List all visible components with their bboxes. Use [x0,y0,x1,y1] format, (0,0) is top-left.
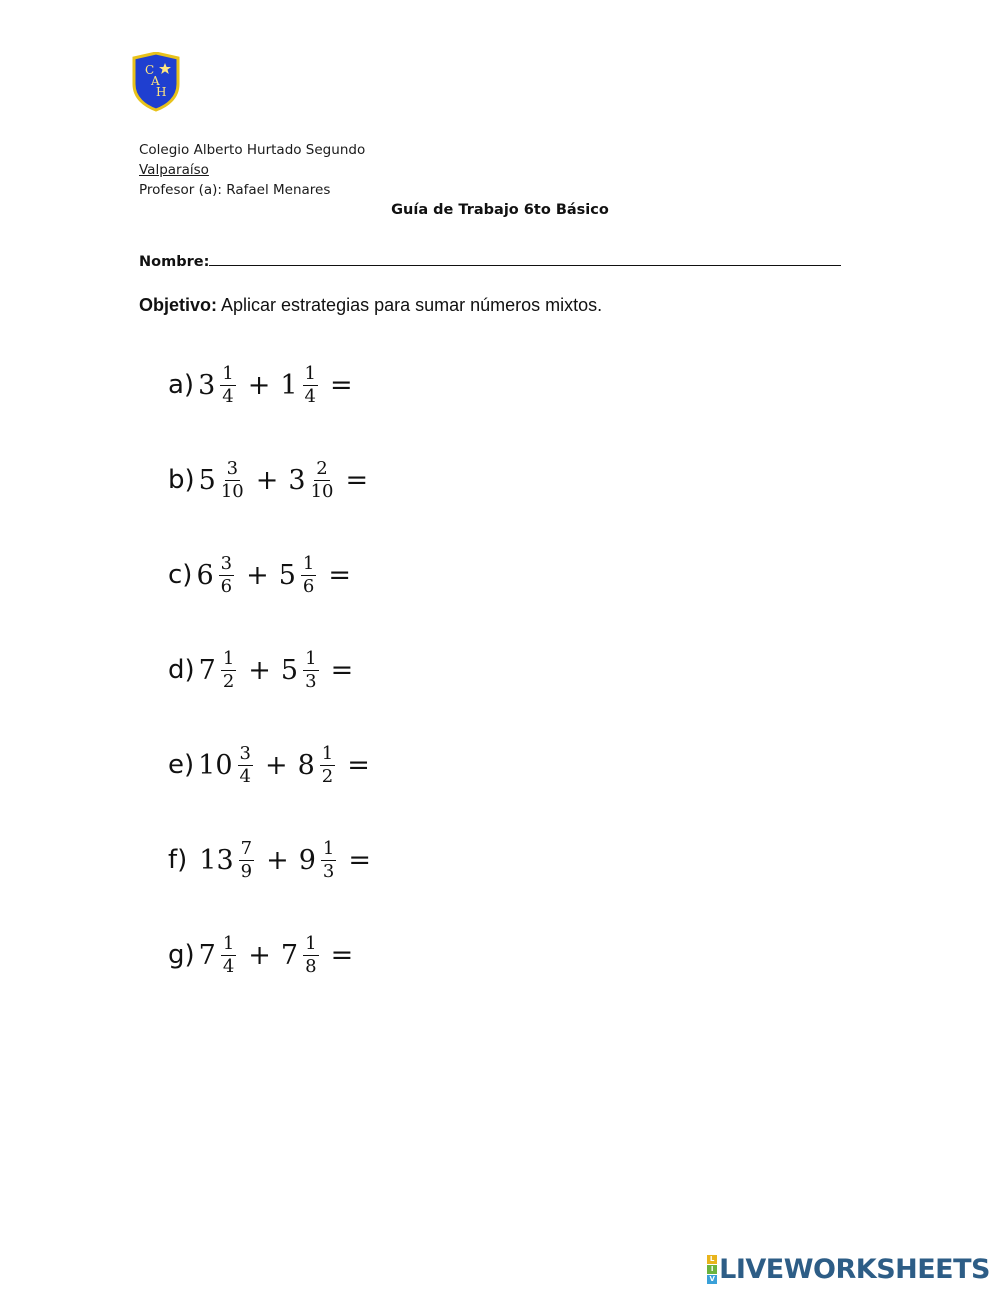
name-answer-line[interactable] [209,250,841,266]
equals-sign: = [329,369,353,401]
denominator: 2 [321,765,334,787]
fraction [320,744,335,787]
fraction [221,934,236,977]
brand-block-l: L [707,1255,717,1264]
numerator: 1 [305,647,317,669]
whole-number: 1 [280,369,298,401]
objective-label: Objetivo: [139,295,218,315]
whole-number: 13 [199,844,234,876]
denominator: 2 [222,670,235,692]
denominator: 8 [305,955,317,977]
whole-number: 9 [298,844,316,876]
fraction [238,744,253,787]
exercise-d [168,640,353,700]
fraction [303,649,318,692]
whole-number: 3 [198,369,216,401]
fraction [221,459,244,502]
plus-sign: + [246,559,269,591]
exercise-b [168,450,368,510]
equals-sign: = [330,939,354,971]
whole-number: 7 [280,939,299,971]
numerator: 1 [222,932,235,954]
numerator: 1 [302,552,315,574]
equals-sign: = [347,749,370,781]
equals-sign: = [328,559,351,591]
equals-sign: = [345,464,369,496]
numerator: 1 [304,362,316,384]
whole-number: 5 [198,464,216,496]
crest-letter-h: H [156,85,167,99]
denominator: 3 [322,860,335,882]
student-name-row [139,250,841,270]
brand-block-v: V [707,1275,717,1284]
brand-wordmark: LIVEWORKSHEETS [719,1254,990,1285]
name-label: Nombre: [139,254,210,270]
exercise-g [168,925,353,985]
numerator: 3 [226,457,239,479]
denominator: 4 [222,955,235,977]
exercise-label: e) [168,750,195,780]
school-name: Colegio Alberto Hurtado Segundo [139,142,366,158]
denominator: 4 [239,765,251,787]
exercise-label: a) [168,370,195,400]
numerator: 1 [322,837,335,859]
numerator: 1 [305,932,317,954]
whole-number: 8 [297,749,315,781]
fraction [239,839,254,882]
numerator: 1 [321,742,334,764]
crest-letter-a: A [151,74,160,88]
whole-number: 3 [288,464,306,496]
school-crest-logo [131,52,181,112]
objective-text: Aplicar estrategias para sumar números mixtos. [217,295,603,315]
exercise-label: f) [168,845,188,875]
plus-sign: + [248,654,271,686]
exercise-a [168,355,353,415]
whole-number: 6 [196,559,214,591]
brand-block-i: I [707,1265,717,1274]
denominator: 10 [220,480,244,502]
whole-number: 5 [278,559,296,591]
fraction [303,934,318,977]
brand-blocks-icon [707,1255,717,1284]
denominator: 4 [222,385,234,407]
worksheet-title: Guía de Trabajo 6to Básico [391,202,609,218]
plus-sign: + [248,939,271,971]
fraction [321,839,336,882]
fraction [303,364,318,407]
fraction [221,649,236,692]
numerator: 1 [222,647,235,669]
denominator: 6 [220,575,233,597]
school-city: Valparaíso [139,162,209,178]
plus-sign: + [266,844,289,876]
numerator: 2 [316,457,328,479]
whole-number: 7 [198,939,216,971]
plus-sign: + [264,749,288,781]
denominator: 6 [302,575,315,597]
numerator: 1 [222,362,234,384]
fraction [220,364,235,407]
exercise-label: d) [168,655,195,685]
fraction [219,554,234,597]
fraction [301,554,316,597]
teacher-name: Profesor (a): Rafael Menares [139,182,331,198]
numerator: 7 [240,837,253,859]
exercise-label: c) [168,560,193,590]
crest-letter-c: C [145,63,155,77]
denominator: 10 [310,480,334,502]
numerator: 3 [239,742,251,764]
whole-number: 7 [198,654,216,686]
exercise-f [168,830,371,890]
equals-sign: = [330,654,354,686]
numerator: 3 [220,552,233,574]
exercise-c [168,545,351,605]
liveworksheets-logo [707,1254,990,1285]
whole-number: 10 [198,749,233,781]
exercise-label: g) [168,940,195,970]
objective [139,295,602,316]
equals-sign: = [348,844,371,876]
exercise-e [168,735,370,795]
exercise-label: b) [168,465,195,495]
denominator: 9 [240,860,253,882]
fraction [311,459,334,502]
whole-number: 5 [280,654,299,686]
plus-sign: + [255,464,279,496]
denominator: 4 [304,385,316,407]
plus-sign: + [247,369,271,401]
denominator: 3 [305,670,317,692]
